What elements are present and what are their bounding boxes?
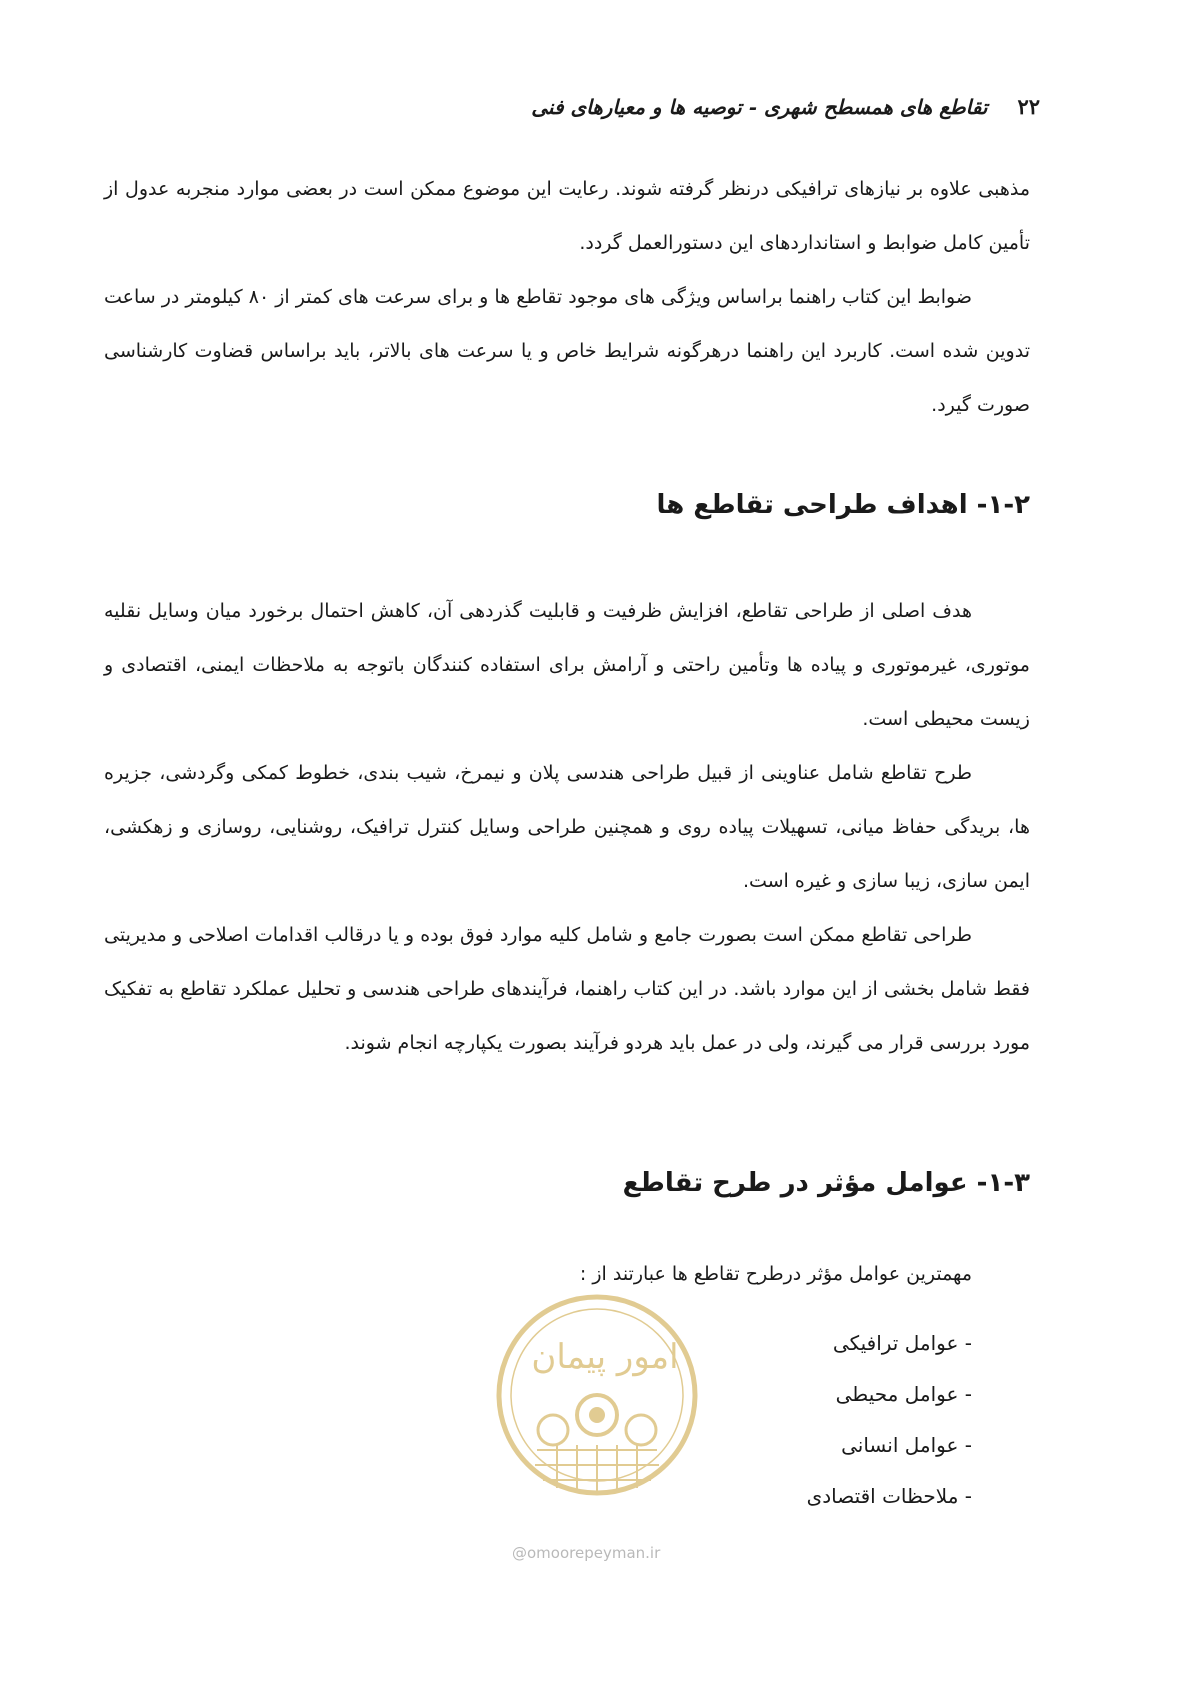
running-header — [531, 94, 1040, 119]
watermark-url: @omoorepeyman.ir — [512, 1544, 661, 1562]
list-item: - عوامل ترافیکی — [832, 1331, 972, 1355]
section-1-2-text — [104, 584, 1030, 1070]
paragraph: ضوابط این کتاب راهنما براساس ویژگی های موجود تقاطع ها و برای سرعت های کمتر از ۸۰ کیلومتر در ساعت تدوین شده است. کاربرد این راهنما درهرگونه شرایط خاص و یا سرعت های بالاتر، باید براساس قضاوت کارشناسی صورت گیرد. — [104, 286, 1030, 416]
factors-list — [807, 1318, 972, 1522]
running-title: تقاطع های همسطح شهری - توصیه ها و معیارهای فنی — [531, 95, 988, 119]
intro-text — [104, 162, 1030, 432]
paragraph: طرح تقاطع شامل عناوینی از قبیل طراحی هندسی پلان و نیمرخ، شیب بندی، خطوط کمکی وگردشی، جزیره ها، بریدگی حفاظ میانی، تسهیلات پیاده روی و همچنین طراحی وسایل کنترل ترافیک، روشنایی، روسازی و زهکشی، ایمن سازی، زیبا سازی و غیره است. — [104, 762, 1030, 892]
page-number: ۲۲ — [1017, 94, 1040, 119]
paragraph: طراحی تقاطع ممکن است بصورت جامع و شامل کلیه موارد فوق بوده و یا درقالب اقدامات اصلاحی و مدیریتی فقط شامل بخشی از این موارد باشد. در این کتاب راهنما، فرآیندهای طراحی هندسی و تحلیل عملکرد تقاطع به تفکیک مورد بررسی قرار می گیرند، ولی در عمل باید هردو فرآیند بصورت یکپارچه انجام شوند. — [104, 924, 1030, 1054]
section-heading-1-3: ۱-۳- عوامل مؤثر در طرح تقاطع — [622, 1168, 1030, 1198]
list-item: - عوامل انسانی — [841, 1433, 972, 1457]
section-heading-1-2: ۱-۲- اهداف طراحی تقاطع ها — [656, 490, 1030, 520]
watermark-logo-text: امور پیمان — [531, 1337, 679, 1377]
factors-intro: مهمترین عوامل مؤثر درطرح تقاطع ها عبارتند از : — [579, 1263, 972, 1285]
paragraph: هدف اصلی از طراحی تقاطع، افزایش ظرفیت و قابلیت گذردهی آن، کاهش احتمال برخورد میان وسایل نقلیه موتوری، غیرموتوری و پیاده ها وتأمین راحتی و آرامش برای استفاده کنندگان باتوجه به ملاحظات ایمنی، اقتصادی و زیست محیطی است. — [104, 600, 1030, 730]
list-item: - ملاحظات اقتصادی — [806, 1484, 972, 1508]
paragraph-continuation: مذهبی علاوه بر نیازهای ترافیکی درنظر گرفته شوند. رعایت این موضوع ممکن است در بعضی موارد منجربه عدول از تأمین کامل ضوابط و استانداردهای این دستورالعمل گردد. — [104, 178, 1030, 254]
watermark-logo-icon — [487, 1290, 707, 1500]
list-item: - عوامل محیطی — [835, 1382, 972, 1406]
